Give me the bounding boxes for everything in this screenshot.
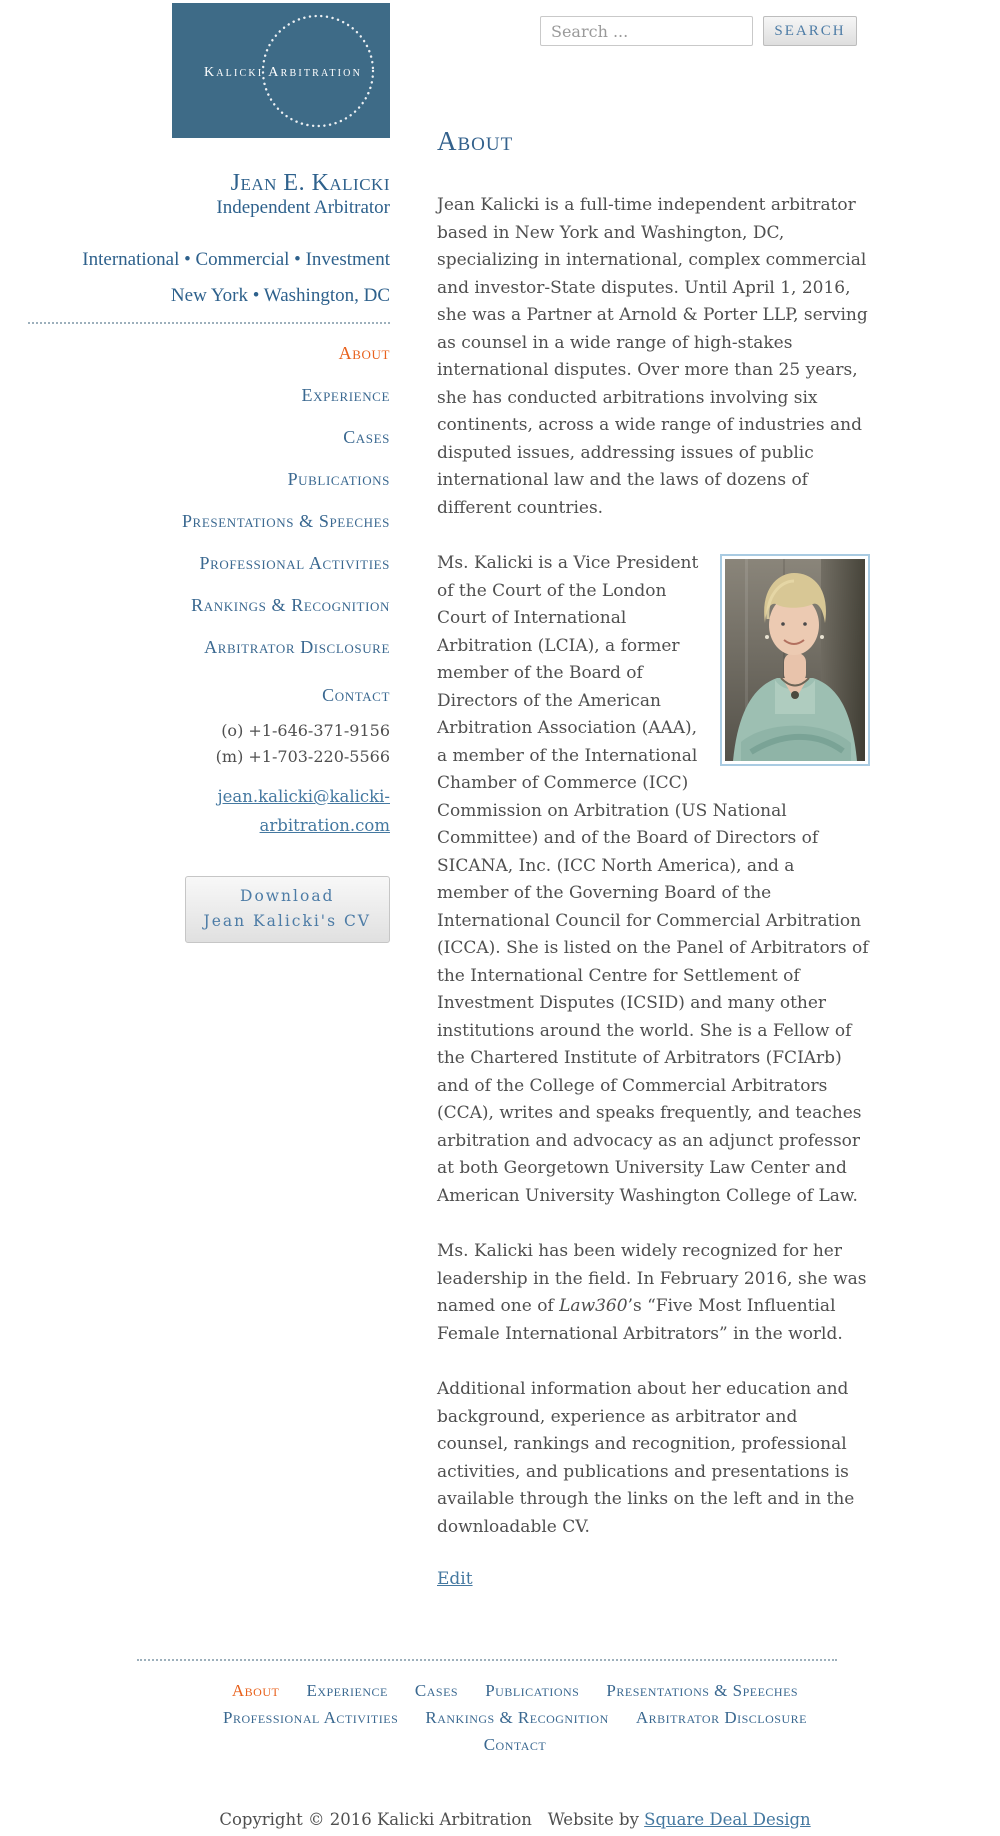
site-logo[interactable]: [172, 3, 390, 138]
footer-item-presentations-speeches[interactable]: Presentations & Speeches: [606, 1681, 799, 1700]
square-deal-design-link[interactable]: Square Deal Design: [644, 1810, 811, 1829]
contact-phones: [28, 718, 390, 770]
footer-item-publications[interactable]: Publications: [485, 1681, 580, 1700]
download-cv-button[interactable]: [185, 876, 391, 943]
edit-link[interactable]: Edit: [437, 1569, 473, 1589]
about-paragraph-3: [437, 1238, 870, 1348]
sidebar-item-presentations-speeches[interactable]: Presentations & Speeches: [181, 511, 390, 531]
footer-item-contact[interactable]: Contact: [483, 1735, 547, 1754]
footer-nav-row-1: [135, 1677, 895, 1704]
sidebar-item-about[interactable]: About: [338, 343, 390, 363]
email-line-2: arbitration.com: [259, 816, 390, 835]
kalicki-arbitration-logo-image: [172, 3, 390, 138]
website-by-text: Website by: [547, 1810, 639, 1829]
tagline-line-1: International • Commercial • Investment: [82, 249, 390, 270]
sidebar: [28, 0, 390, 1589]
footer-item-experience[interactable]: Experience: [306, 1681, 388, 1700]
about-paragraph-2: [437, 550, 870, 1210]
footer-divider: [137, 1659, 837, 1661]
footer-item-about[interactable]: About: [231, 1681, 280, 1700]
sidebar-item-experience[interactable]: Experience: [301, 385, 390, 405]
about-paragraph-1: Jean Kalicki is a full-time independent arbitrator based in New York and Washington, DC, specializing in international, complex commercial and investor-State disputes. Until April 1, 2016, she was a Partner at Arnold & Porter LLP, serving as counsel in a wide range of high-stakes international disputes. Over more than 25 years, she has conducted arbitrations involving six continents, across a wide range of industries and disputed issues, addressing issues of public international law and the laws of dozens of different countries.: [437, 195, 868, 518]
footer-item-rankings-recognition[interactable]: Rankings & Recognition: [425, 1708, 609, 1727]
arbitrator-name: Jean E. Kalicki: [230, 170, 390, 196]
footer: [0, 1659, 1000, 1829]
sidebar-item-contact[interactable]: Contact: [322, 685, 390, 705]
logo-text: Kalicki Arbitration: [203, 65, 363, 80]
email-line-1: jean.kalicki@kalicki-: [217, 787, 390, 806]
sidebar-divider: [28, 322, 390, 324]
footer-item-cases[interactable]: Cases: [414, 1681, 459, 1700]
footer-nav: [135, 1677, 895, 1758]
paragraph-3-before: Ms. Kalicki has been widely recognized for her leadership in the field. In February 2016, she was named one of: [437, 1241, 867, 1316]
footer-item-professional-activities[interactable]: Professional Activities: [223, 1708, 399, 1727]
page-title: About: [437, 126, 514, 156]
main-content: [437, 0, 870, 1589]
about-paragraph-4: Additional information about her education and background, experience as arbitrator and counsel, rankings and recognition, professional activities, and publications and presentations is available through the links on the left and in the downloadable CV.: [437, 1379, 855, 1537]
sidebar-item-rankings-recognition[interactable]: Rankings & Recognition: [191, 595, 390, 615]
sidebar-nav: [28, 342, 390, 659]
law360-title: Law360: [559, 1296, 628, 1316]
arbitrator-subtitle: Independent Arbitrator: [216, 197, 390, 218]
cv-button-line-2: Jean Kalicki's CV: [203, 912, 371, 930]
search-input[interactable]: [540, 16, 753, 46]
sidebar-item-cases[interactable]: Cases: [343, 427, 390, 447]
tagline-line-2: New York • Washington, DC: [170, 285, 390, 306]
copyright-text: Copyright © 2016 Kalicki Arbitration: [219, 1810, 532, 1829]
footer-item-arbitrator-disclosure[interactable]: Arbitrator Disclosure: [635, 1708, 807, 1727]
email-link[interactable]: [218, 787, 390, 835]
sidebar-item-arbitrator-disclosure[interactable]: Arbitrator Disclosure: [204, 637, 390, 657]
portrait-photo: [720, 554, 870, 766]
copyright-bar: [135, 1810, 895, 1829]
tagline: [28, 242, 390, 314]
footer-nav-row-2: [135, 1704, 895, 1731]
mobile-phone: (m) +1-703-220-5566: [215, 747, 390, 766]
office-phone: (o) +1-646-371-9156: [221, 721, 390, 740]
jean-kalicki-portrait-image: [725, 559, 865, 761]
sidebar-item-professional-activities[interactable]: Professional Activities: [199, 553, 390, 573]
paragraph-3-after: ’s “Five Most Influential Female International Arbitrators” in the world.: [437, 1296, 843, 1344]
search-button[interactable]: SEARCH: [763, 16, 857, 46]
footer-nav-row-3: [135, 1731, 895, 1758]
about-paragraph-2-text: Ms. Kalicki is a Vice President of the Court of the London Court of International Arbitration (LCIA), a former member of the Board of Directors of the American Arbitration Association (AAA), a member of the International Chamber of Commerce (ICC) Commission on Arbitration (US National Committee) and of the Board of Directors of SICANA, Inc. (ICC North America), and a member of the Governing Board of the International Council for Commercial Arbitration (ICCA). She is listed on the Panel of Arbitrators of the International Centre for Settlement of Investment Disputes (ICSID) and many other institutions around the world. She is a Fellow of the Chartered Institute of Arbitrators (FCIArb) and of the College of Commercial Arbitrators (CCA), writes and speaks frequently, and teaches arbitration and advocacy as an adjunct professor at both Georgetown University Law Center and American University Washington College of Law.: [437, 553, 869, 1206]
cv-button-line-1: Download: [240, 887, 335, 905]
sidebar-item-publications[interactable]: Publications: [287, 469, 390, 489]
